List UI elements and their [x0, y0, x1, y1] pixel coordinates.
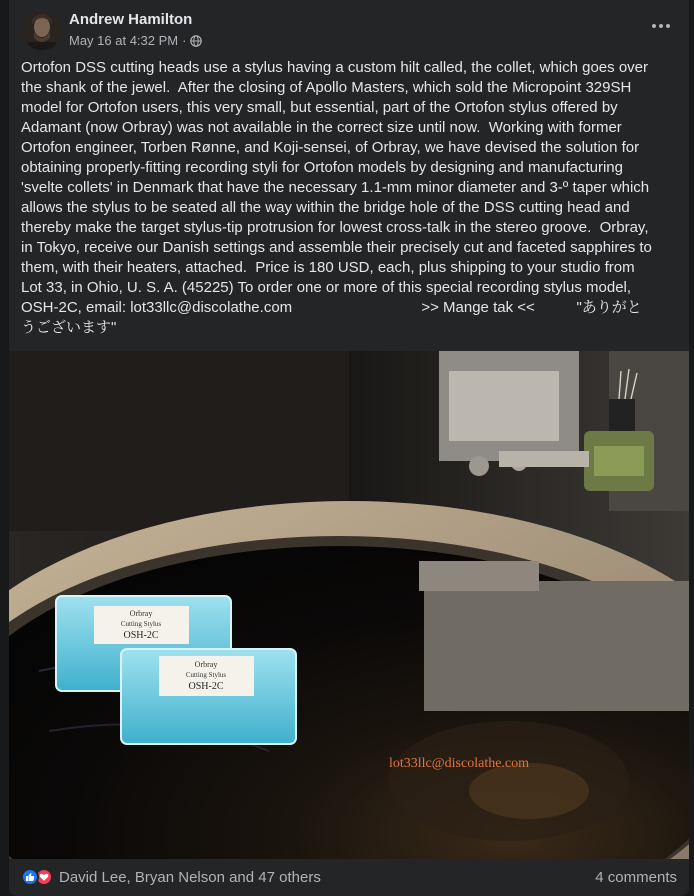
- photo-watermark: lot33llc@discolathe.com: [389, 756, 530, 771]
- post-body-text: Ortofon DSS cutting heads use a stylus having a custom hilt called, the collet, which goes over the shank of the jewel. After the closing of Apollo Masters, which sold the Micropoint 329SH model for Ortofon users, this very small, but essential, part of the Ortofon stylus offered by Adamant (now Orbray) was not available in the correct size until now. Working with former Ortofon engineer, Torben Rønne, and Koji-sensei, of Orbray, we have devised the solution for obtaining properly-fitting recording styli for Ortofon models by designing and manufacturing 'svelte collets' in Denmark that have the necessary 1.1-mm minor diameter and 3-º taper which allows the stylus to be seated all the way within the bridge hole of the DSS cutting head and thereby make the target stylus-tip protrusion for lowest cross-talk in the stereo groove. Orbray, in Tokyo, receive our Danish settings and assemble their precisely cut and faceted sapphires to them, with their heaters, attached. Price is 180 USD, each, plus shipping to your studio from Lot 33, in Ohio, U. S. A. (45225) To order one or more of this special recording stylus model, OSH-2C, email: lot33llc@discolathe.com >> Mange tak << "ありがと うございます": [21, 59, 652, 336]
- post-card: [9, 0, 689, 896]
- more-dot: [666, 24, 670, 28]
- globe-icon[interactable]: [190, 35, 202, 47]
- box-label-type: Cutting Stylus: [185, 671, 227, 679]
- stylus-box-2: [121, 649, 296, 744]
- comments-count-link[interactable]: 4 comments: [595, 869, 677, 886]
- post-header: [9, 0, 689, 56]
- box-label-model: OSH-2C: [188, 681, 224, 692]
- box-label-type: Cutting Stylus: [120, 620, 162, 628]
- reaction-names: David Lee, Bryan Nelson and 47 others: [59, 868, 321, 886]
- turntable-photo: [9, 351, 689, 859]
- more-options-icon[interactable]: [647, 16, 675, 36]
- like-icon: [21, 868, 39, 886]
- box-label-brand: Orbray: [129, 609, 153, 618]
- post-timestamp[interactable]: May 16 at 4:32 PM: [69, 33, 179, 48]
- more-dot: [659, 24, 663, 28]
- box-label-brand: Orbray: [194, 660, 218, 669]
- post-meta: [69, 33, 202, 48]
- post-footer: [9, 860, 689, 896]
- meta-separator: ·: [182, 33, 187, 48]
- avatar-portrait: [22, 10, 62, 50]
- reactions-summary[interactable]: [21, 868, 321, 886]
- box-label-model: OSH-2C: [123, 630, 159, 641]
- author-name[interactable]: Andrew Hamilton: [69, 11, 193, 28]
- post-photo[interactable]: [9, 351, 689, 859]
- more-dot: [652, 24, 656, 28]
- avatar[interactable]: [22, 10, 62, 50]
